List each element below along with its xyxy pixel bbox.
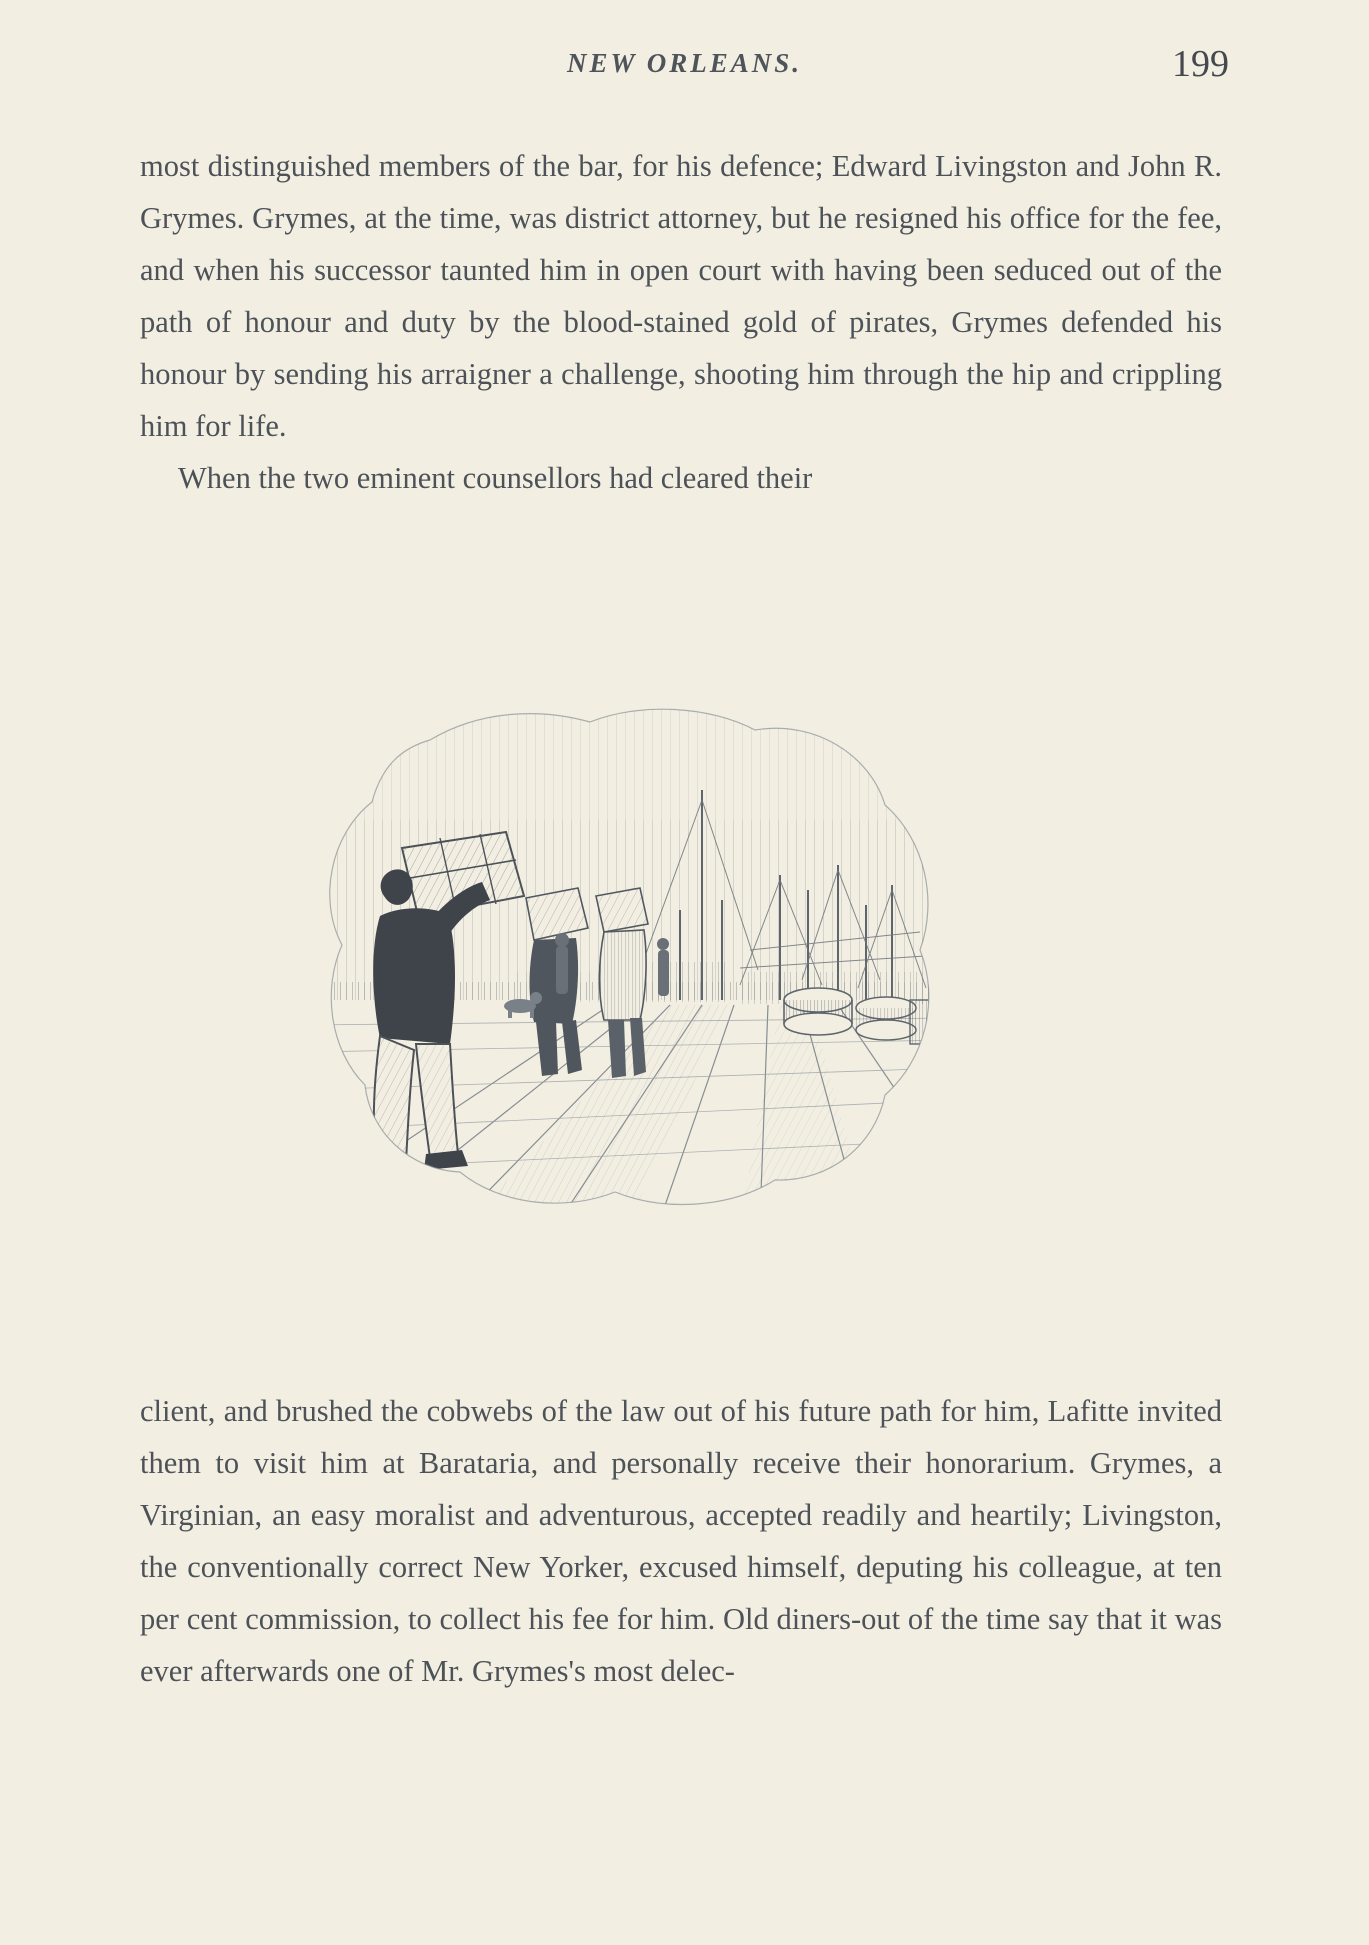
paragraph: most distinguished members of the bar, for his defence; Edward Livingston and John R. Grymes. Grymes, at the time, was district attorney, but he resigned his office for the fee, and when his successor taunted him in open court with having been seduced out of the path of honour and duty by the blood-stained gold of pirates, Grymes defended his honour by sending his arraigner a challenge, shooting him through the hip and crippling him for life. [140, 149, 1222, 443]
page-header [140, 43, 1229, 94]
paragraph: When the two eminent counsellors had cleared their [178, 461, 813, 495]
page-number: 199 [1172, 43, 1229, 85]
paragraph: client, and brushed the cobwebs of the law out of his future path for him, Lafitte invited them to visit him at Barataria, and personally receive their honorarium. Grymes, a Virginian, an easy moralist and adventurous, accepted readily and heartily; Livingston, the conventionally correct New Yorker, excused himself, deputing his colleague, at ten per cent commission, to collect his fee for him. Old diners-out of the time say that it was ever afterwards one of Mr. Grymes's most delec- [140, 1394, 1222, 1688]
illustration-figure [310, 700, 950, 1220]
text-block-bottom [140, 1385, 1222, 1697]
levee-dock-workers-engraving [310, 700, 950, 1220]
text-block-top [140, 140, 1222, 504]
running-title: NEW ORLEANS. [566, 48, 803, 78]
